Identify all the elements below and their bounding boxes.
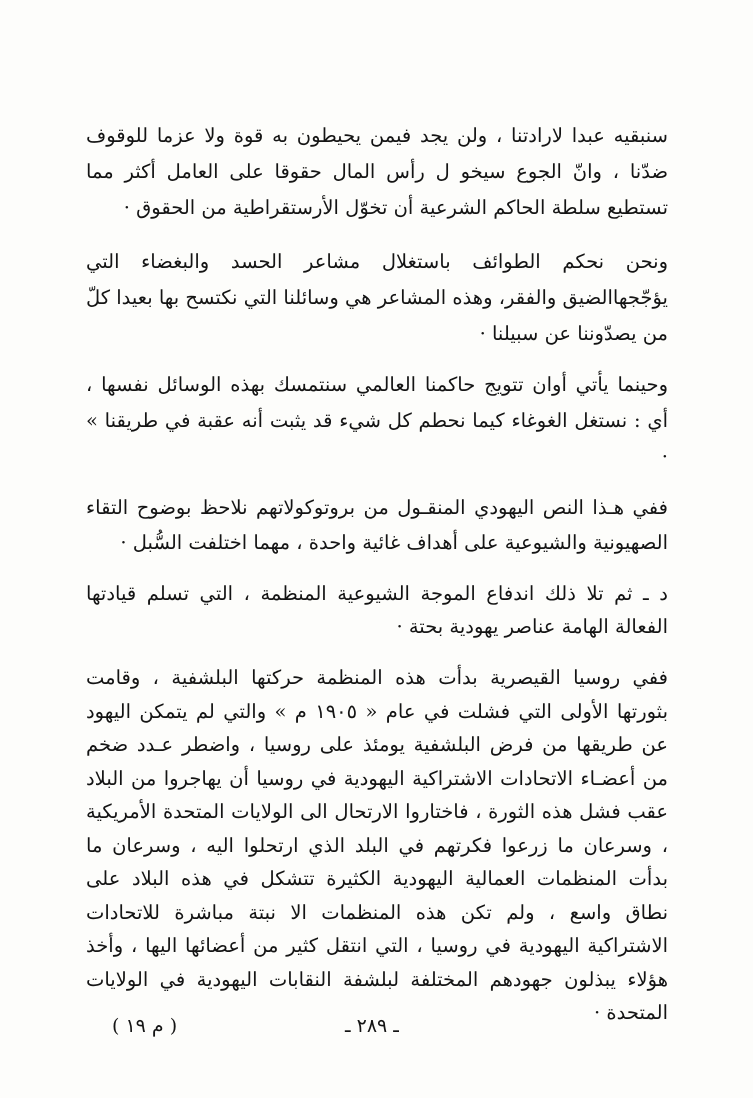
paragraph: د ـ ثم تلا ذلك اندفاع الموجة الشيوعية المنظمة ، التي تسلم قيادتها الفعالة الهامة عناصر يهودية بحتة · xyxy=(86,582,668,638)
page-number: ـ ٢٨٩ ـ xyxy=(345,1015,399,1037)
paragraph: ففي روسيا القيصرية بدأت هذه المنظمة حركتها البلشفية ، وقامت بثورتها الأولى التي فشلت في عام « ١٩٠٥ م » والتي لم يتمكن اليهود عن طريقها من فرض البلشفية يومئذ على روسيا ، واضطر عـدد ضخم من أعضـاء الاتحادات الاشتراكية اليهودية في روسيا أن يهاجروا من البلاد عقب فشل هذه الثورة ، فاختاروا الارتحال الى الولايات المتحدة الأمريكية ، وسرعان ما زرعوا فكرتهم في البلد الذي ارتحلوا اليه ، وسرعان ما بدأت المنظمات العمالية اليهودية الكثيرة تتشكل في هذه البلاد على نطاق واسع ، ولم تكن هذه المنظمات الا نبتة مباشرة للاتحادات الاشتراكية اليهودية في روسيا ، التي انتقل كثير من أعضائها اليها ، وأخذ هؤلاء يبذلون جهودهم المختلفة لبلشفة النقابات اليهودية في الولايات المتحدة · xyxy=(86,666,668,1024)
paragraph: ونحن نحكم الطوائف باستغلال مشاعر الحسد والبغضاء التي يؤجّجهاالضيق والفقر، وهذه المشاعر هي وسائلنا التي نكتسح بها بعيدا كلّ من يصدّوننا عن سبيلنا · xyxy=(86,250,668,345)
paragraph: سنبقيه عبدا لارادتنا ، ولن يجد فيمن يحيطون به قوة ولا عزما للوقوف ضدّنا ، وانّ الجوع سيخو ل رأس المال حقوقا على العامل أكثر مما تستطيع سلطة الحاكم الشرعية أن تخوّل الأرستقراطية من الحقوق · xyxy=(86,124,668,219)
paragraph: وحينما يأتي أوان تتويج حاكمنا العالمي سنتمسك بهذه الوسائل نفسها ، أي : نستغل الغوغاء كيما نحطم كل شيء قد يثبت أنه عقبة في طريقنا » · xyxy=(86,373,668,468)
body-text xyxy=(86,0,668,1030)
paragraph: ففي هـذا النص اليهودي المنقـول من بروتوكولاتهم نلاحظ بوضوح التقاء الصهيونية والشيوعية على أهداف غائية واحدة ، مهما اختلفت السُّبل · xyxy=(86,496,668,554)
page-footer xyxy=(0,1015,753,1045)
signature-mark: ( م ١٩ ) xyxy=(112,1015,178,1037)
